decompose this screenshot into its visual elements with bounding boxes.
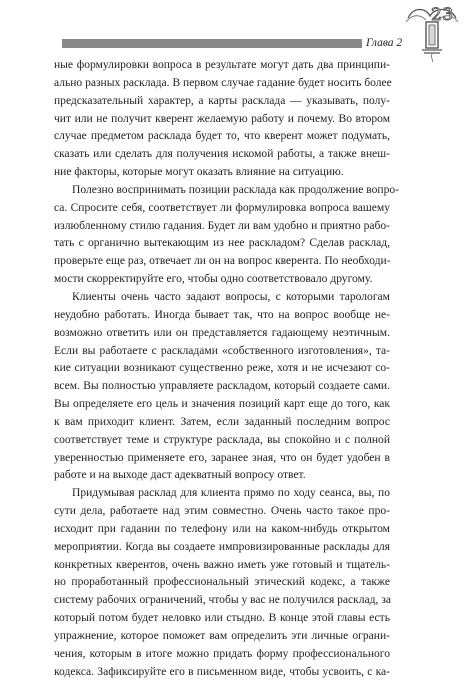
text-line: ные формулировки вопроса в результате могут дать два принципи- <box>54 59 390 71</box>
text-line: излюбленному стилю гадания. Будет ли вам удобно и приятно рабо- <box>54 219 390 232</box>
text-line: упражнение, которое поможет вам определить эти личные ограни- <box>54 630 390 642</box>
text-line: возможно ответить или он представляется гадающему неэтичным. <box>54 326 390 339</box>
text-line: чит или не получит кверент желаемую работу и почему. Во втором <box>54 112 390 125</box>
text-line: тать с органично вытекающим из нее раскладом? Сделав расклад, <box>54 237 390 250</box>
text-line: ально разных расклада. В первом случае гадание будет носить более <box>54 76 392 89</box>
text-line: проверьте еще раз, отвечает ли он на вопрос кверента. По необходи- <box>54 255 391 268</box>
text-line: кодекса. Зафиксируйте его в письменном виде, чтобы усвоить, с ка- <box>54 665 390 678</box>
paragraph <box>54 289 390 485</box>
text-line: конкретных кверентов, очень важно иметь уже готовый и тщатель- <box>54 558 390 571</box>
text-line: ние факторы, которые могут оказать влияние на ситуацию. <box>54 166 344 179</box>
text-line: предсказательный характер, а карты расклада — указывать, полу- <box>54 94 390 107</box>
body-text <box>54 57 399 682</box>
text-line: Полезно воспринимать позиции расклада как продолжение вопро- <box>72 183 399 196</box>
header-rule <box>62 39 362 48</box>
text-line: чения, которым в итоге можно придать форму профессионального <box>54 647 390 660</box>
text-line: кие ситуации возникают существенно реже, хотя и не исчезают со- <box>54 362 390 375</box>
text-line: к вам приходит клиент. Затем, если заданный последним вопрос <box>54 415 390 428</box>
text-line: мости скорректируйте его, чтобы одно соответствовало другому. <box>54 273 373 286</box>
text-line: случае предметом расклада будет то, что кверент может подумать, <box>54 130 390 143</box>
text-line: всем. Вы полностью управляете раскладом, который создаете сами. <box>54 380 390 393</box>
text-line: работе и на выходе даст адекватный вопросу ответ. <box>54 469 306 482</box>
text-line: который потом будет неловко или стыдно. В конце этой главы есть <box>54 612 390 625</box>
text-line: сказать или сделать для получения искомой работы, а также внеш- <box>54 148 390 161</box>
text-line: систему рабочих ограничений, чтобы у вас не получился расклад, за <box>54 594 392 607</box>
text-line: соответствует теме и структуре расклада, вы спокойно и с полной <box>54 433 390 446</box>
text-line: но проработанный профессиональный этический кодекс, а также <box>54 576 390 589</box>
text-line: сути дела, работаете над этим совместно. Очень часто такое про- <box>54 505 390 518</box>
paragraph <box>54 182 399 289</box>
text-line: Клиенты очень часто задают вопросы, с которыми тарологам <box>72 290 390 303</box>
text-line: исходит при гадании по телефону или на каком-нибудь открытом <box>54 522 390 535</box>
chapter-label: Глава 2 <box>366 37 403 49</box>
text-line: мероприятии. Когда вы создаете импровизированные расклады для <box>54 540 390 553</box>
page-number: 23 <box>431 5 454 25</box>
text-line: Вы определяете его цель и значения позиций карт еще до того, как <box>54 398 390 411</box>
text-line: са. Спросите себя, соответствует ли формулировка вопроса вашему <box>54 201 390 214</box>
text-line: уверенностью применяете его, заранее зная, что он будет удобен в <box>54 451 390 464</box>
paragraph <box>54 485 390 681</box>
text-line: Придумывая расклад для клиента прямо по ходу сеанса, вы, по <box>72 487 390 500</box>
text-line: Если вы работаете с раскладами «собственного изготовления», та- <box>54 344 390 357</box>
paragraph <box>54 57 390 182</box>
text-line: неудобно работать. Иногда бывает так, что на вопрос вообще не- <box>54 308 390 321</box>
